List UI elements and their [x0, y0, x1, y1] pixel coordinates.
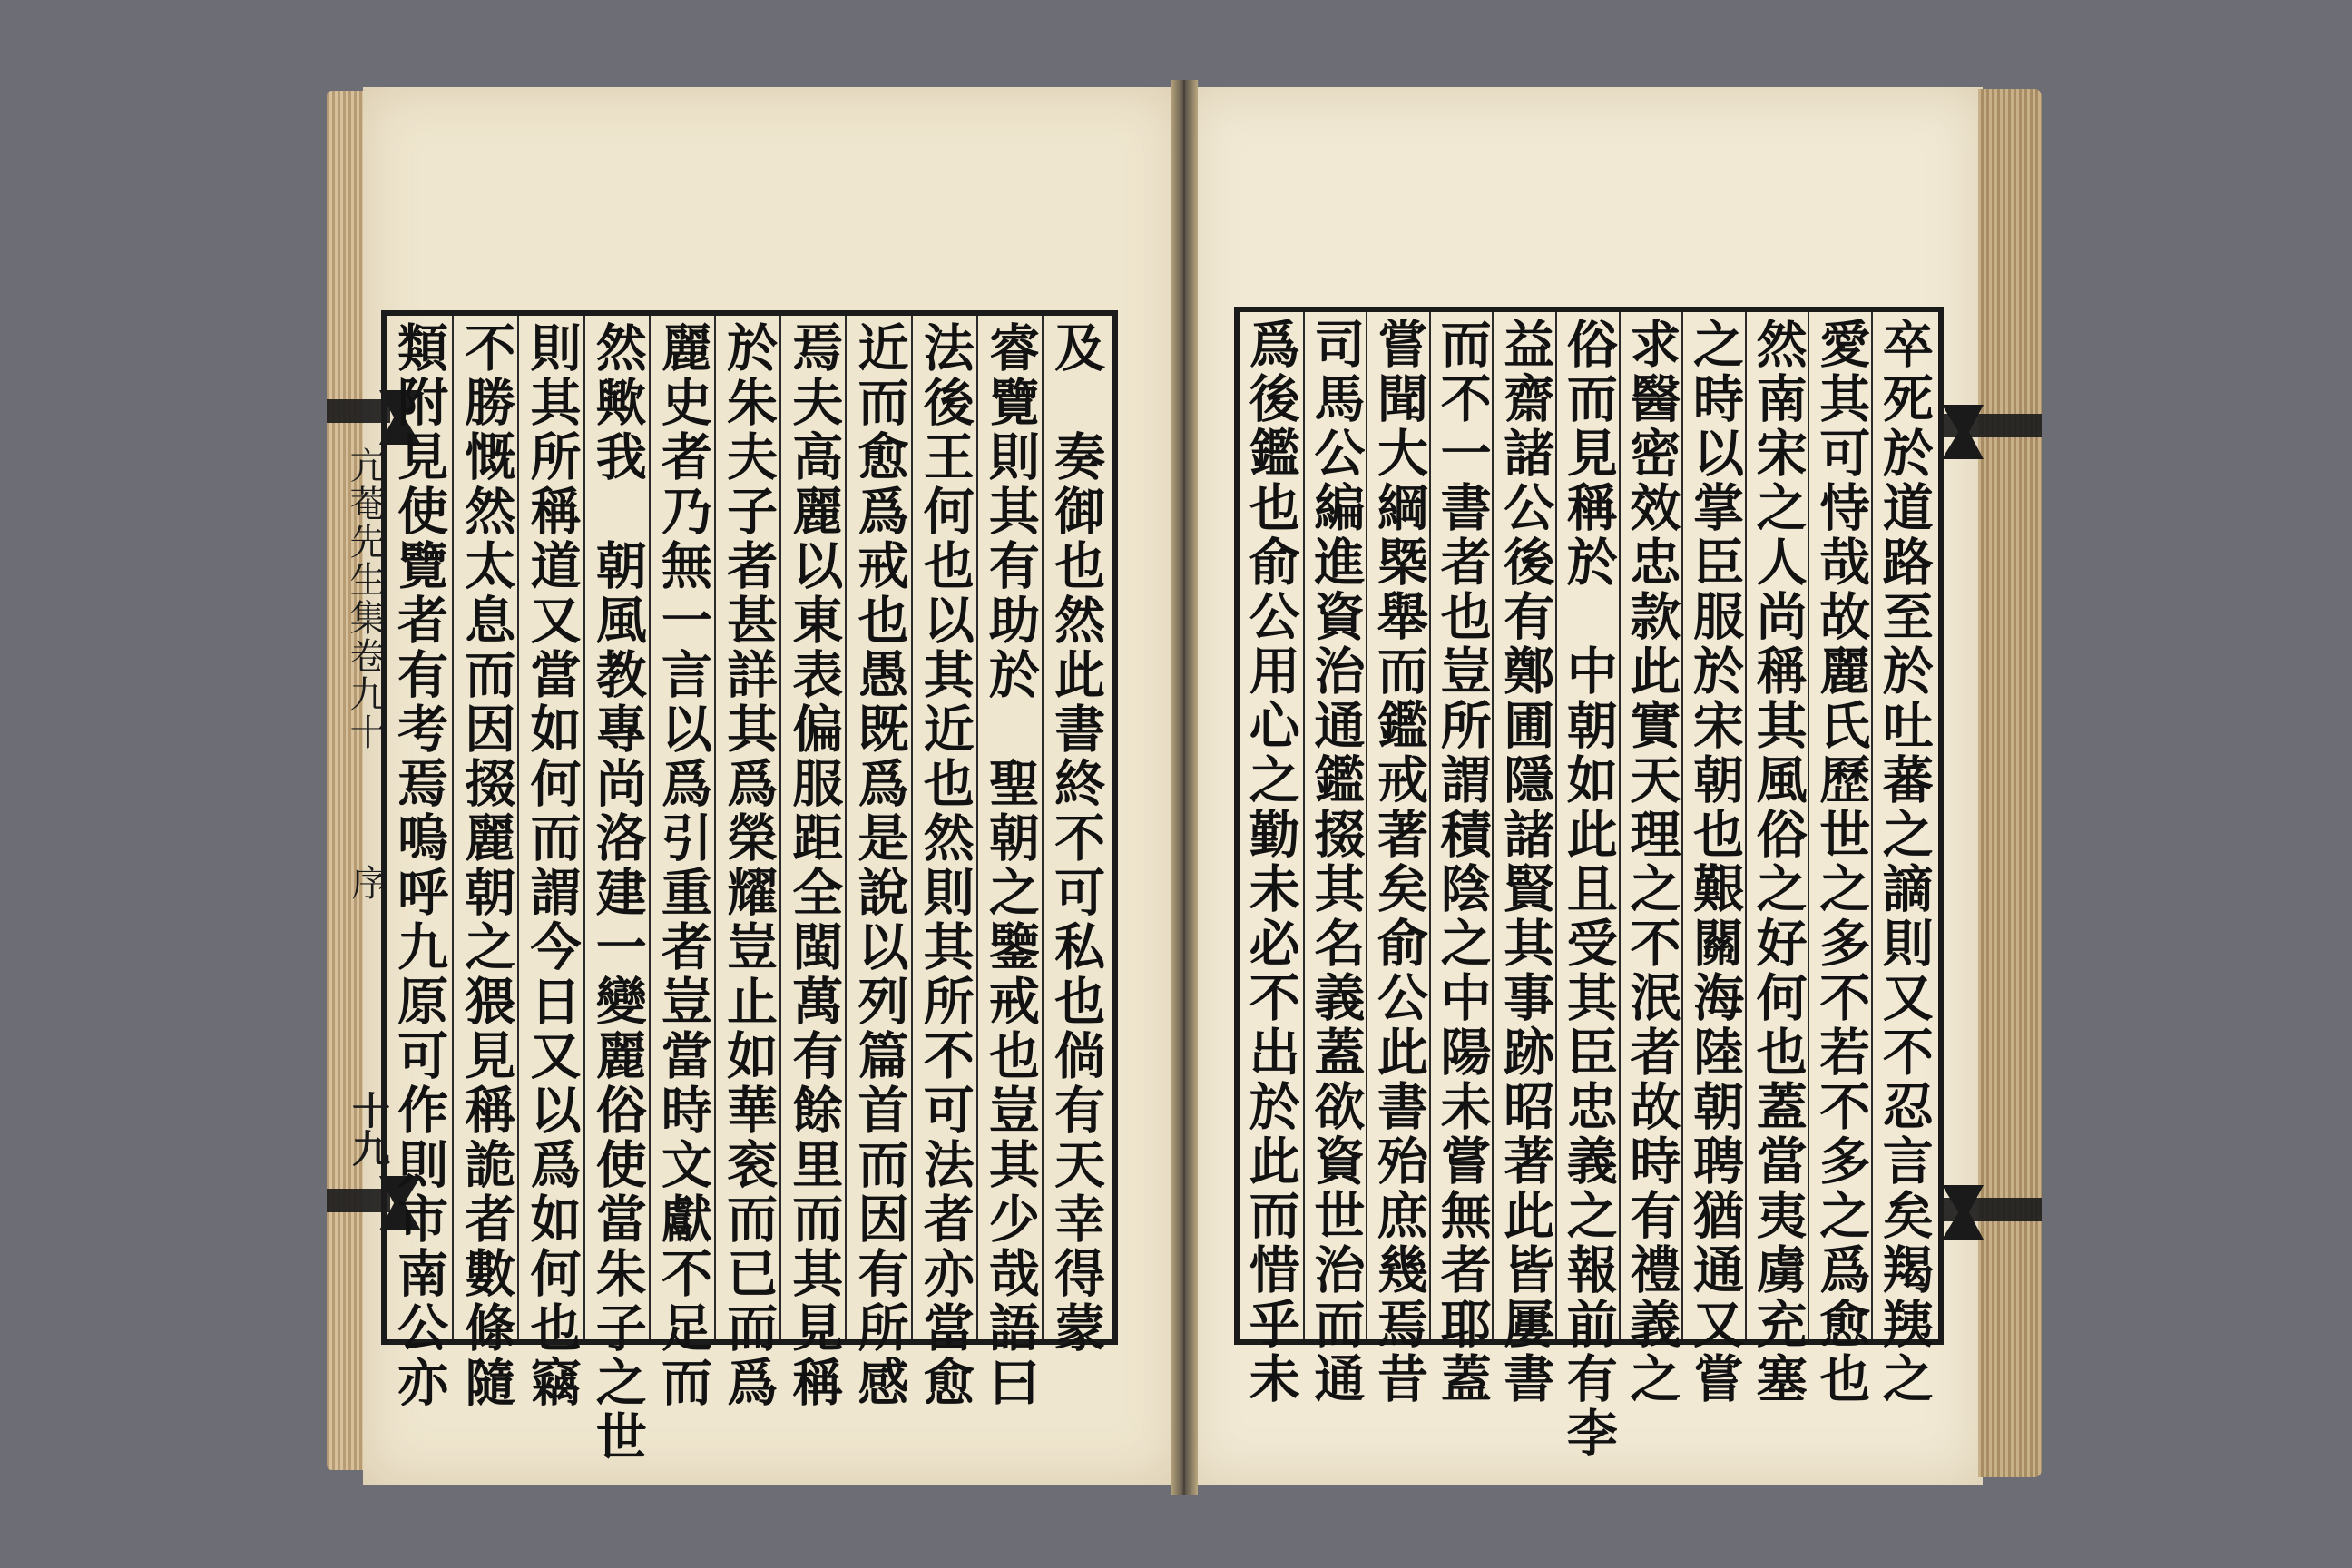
left-column-text: 及 奏御也然此書終不可私也倘有天幸得蒙: [1046, 321, 1107, 1356]
right-column-text: 爲後鑑也俞公用心之勤未必不出於此而惜乎未: [1240, 318, 1301, 1406]
left-column-text: 麗史者乃無一言以爲引重者豈當時文獻不足而: [652, 321, 713, 1410]
right-column-text: 而不一書者也豈所謂積陰之中陽未嘗無者耶蓋: [1432, 318, 1493, 1406]
right-column-text: 之時以掌臣服於宋朝也艱關海陸朝聘猶通又嘗: [1684, 318, 1745, 1406]
right-column-text: 愛其可恃哉故麗氏歷世之多不若不多之爲愈也: [1811, 318, 1872, 1406]
right-text-column: [1745, 312, 1810, 1406]
right-page-edges: [1978, 89, 2042, 1477]
right-text-column: [1492, 312, 1557, 1406]
right-column-text: 卒死於道路至於吐蕃之謫則又不忍言矣羯羠之: [1874, 318, 1935, 1406]
book-gutter: [1171, 80, 1198, 1495]
left-column-text: 類附見使覽者有考焉嗚呼九原可作則市南公亦: [389, 321, 450, 1410]
left-center-strip: [336, 392, 391, 1327]
left-text-column: [387, 316, 452, 1410]
left-column-text: 焉夫高麗以東表偏服距全閩萬有餘里而其見稱: [784, 321, 845, 1410]
collection-title: 亢菴先生集卷九十: [344, 446, 386, 751]
left-text-column: [583, 316, 651, 1465]
left-text-column: [452, 316, 519, 1410]
left-column-text: 然歟我 朝風教專尚洛建一變麗俗使當朱子之世: [587, 321, 648, 1465]
right-column-text: 俗而見稱於 中朝如此且受其臣忠義之報前有李: [1558, 318, 1619, 1461]
section-mark: 序: [346, 864, 387, 900]
right-column-text: 益齋諸公後有鄭圃隱諸賢其事跡昭著此皆屢書: [1495, 318, 1556, 1406]
left-column-text: 近而愈爲戒也愚既爲是說以列篇首而因有所感: [849, 321, 910, 1410]
right-column-text: 求醫密效忠款此實天理之不泯者故時有禮義之: [1622, 318, 1682, 1406]
left-text-column: [845, 316, 912, 1410]
left-column-text: 法後王何也以其近也然則其所不可法者亦當愈: [915, 321, 975, 1410]
page-number: 十九: [347, 1091, 391, 1167]
left-text-column: [976, 316, 1044, 1410]
right-text-column: [1303, 312, 1368, 1406]
right-text-column: [1555, 312, 1621, 1461]
left-text-column: [1042, 316, 1109, 1356]
left-text-column: [779, 316, 847, 1410]
right-text-column: [1808, 312, 1873, 1406]
left-column-text: 則其所稱道又當如何而謂今日又以爲如何也竊: [522, 321, 583, 1410]
right-text-column: [1240, 312, 1303, 1406]
left-column-text: 不勝慨然太息而因掇麗朝之猥見稱詭者數條隨: [456, 321, 517, 1410]
right-text-column: [1366, 312, 1431, 1406]
right-text-column: [1429, 312, 1494, 1406]
left-column-text: 於朱夫子者甚詳其爲榮耀豈止如華衮而已而爲: [719, 321, 779, 1410]
left-text-column: [517, 316, 584, 1410]
left-text-column: [714, 316, 781, 1410]
right-column-text: 嘗聞大綱槩舉而鑑戒著矣俞公此書殆庶幾焉昔: [1368, 318, 1429, 1406]
left-text-column: [911, 316, 978, 1410]
left-column-text: 睿覽則其有助於 聖朝之鑒戒也豈其少哉語曰: [980, 321, 1041, 1410]
left-text-column: [649, 316, 716, 1410]
left-text-frame: [381, 310, 1118, 1465]
right-text-column: [1681, 312, 1747, 1406]
right-column-text: 司馬公編進資治通鑑掇其名義蓋欲資世治而通: [1306, 318, 1367, 1406]
right-text-column: [1619, 312, 1684, 1406]
right-text-column: [1871, 312, 1936, 1406]
right-text-frame: [1234, 307, 1944, 1461]
right-column-text: 然南宋之人尚稱其風俗之好何也蓋當夷虜充塞: [1748, 318, 1808, 1406]
